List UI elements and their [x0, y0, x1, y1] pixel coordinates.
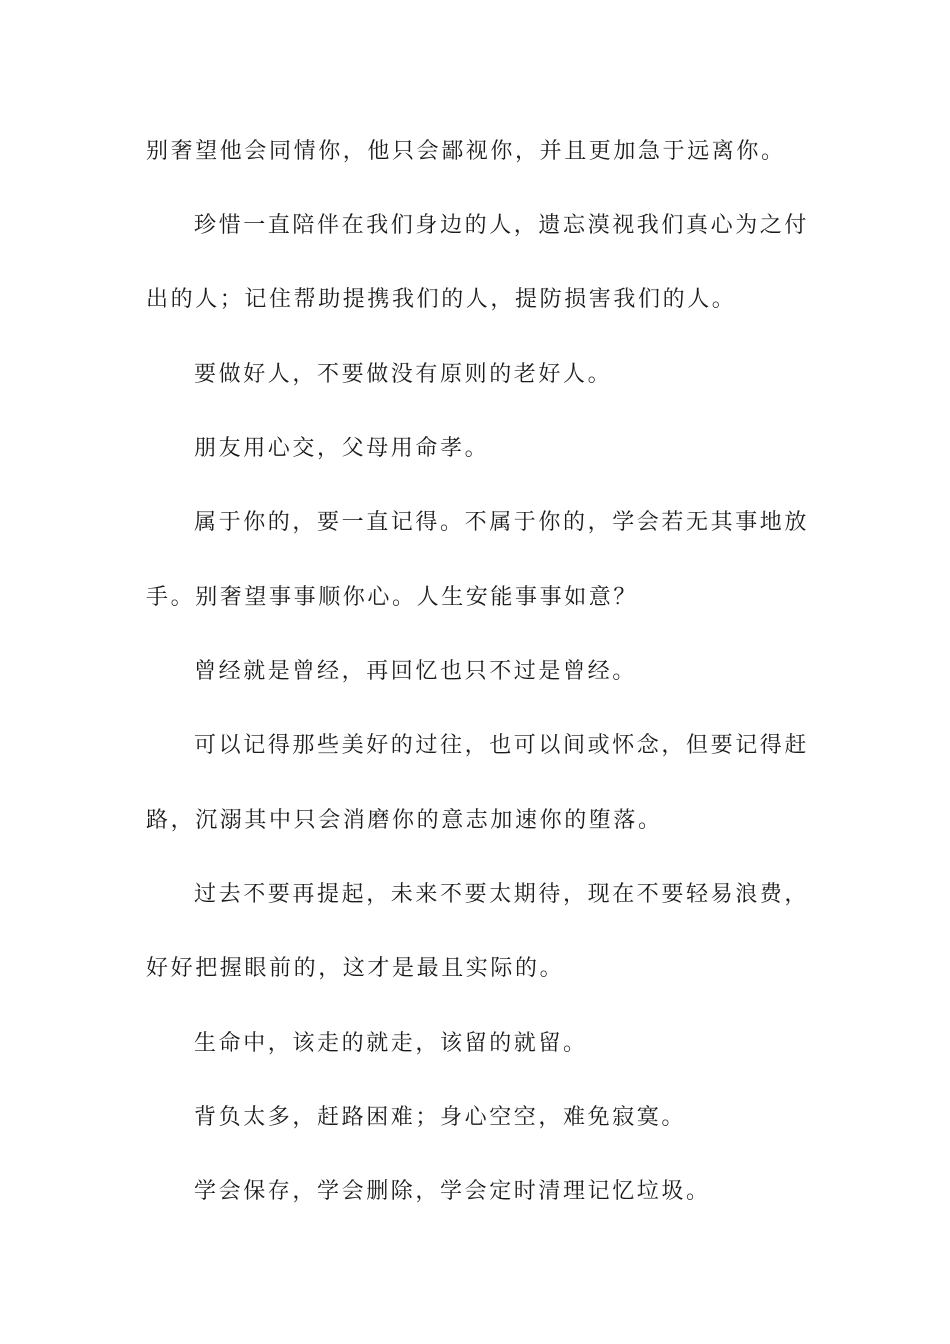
text-line-14: 背负太多，赶路困难；身心空空，难免寂寞。 — [194, 1105, 687, 1130]
text-line-15: 学会保存，学会删除，学会定时清理记忆垃圾。 — [194, 1179, 711, 1204]
text-line-9: 可以记得那些美好的过往，也可以间或怀念，但要记得赶 — [194, 733, 810, 758]
text-line-8: 曾经就是曾经，再回忆也只不过是曾经。 — [194, 659, 637, 684]
text-line-12: 好好把握眼前的，这才是最且实际的。 — [146, 956, 565, 981]
text-line-13: 生命中，该走的就走，该留的就留。 — [194, 1031, 588, 1056]
text-line-5: 朋友用心交，父母用命孝。 — [194, 436, 490, 461]
text-line-10: 路，沉溺其中只会消磨你的意志加速你的堕落。 — [146, 808, 663, 833]
text-line-1: 别奢望他会同情你，他只会鄙视你，并且更加急于远离你。 — [146, 139, 786, 164]
text-line-3: 出的人；记住帮助提携我们的人，提防损害我们的人。 — [146, 287, 737, 312]
text-line-11: 过去不要再提起，未来不要太期待，现在不要轻易浪费， — [194, 882, 810, 907]
text-line-2: 珍惜一直陪伴在我们身边的人，遗忘漠视我们真心为之付 — [194, 213, 810, 238]
text-line-6: 属于你的，要一直记得。不属于你的，学会若无其事地放 — [194, 510, 810, 535]
text-line-4: 要做好人，不要做没有原则的老好人。 — [194, 362, 613, 387]
text-line-7: 手。别奢望事事顺你心。人生安能事事如意？ — [146, 585, 639, 610]
